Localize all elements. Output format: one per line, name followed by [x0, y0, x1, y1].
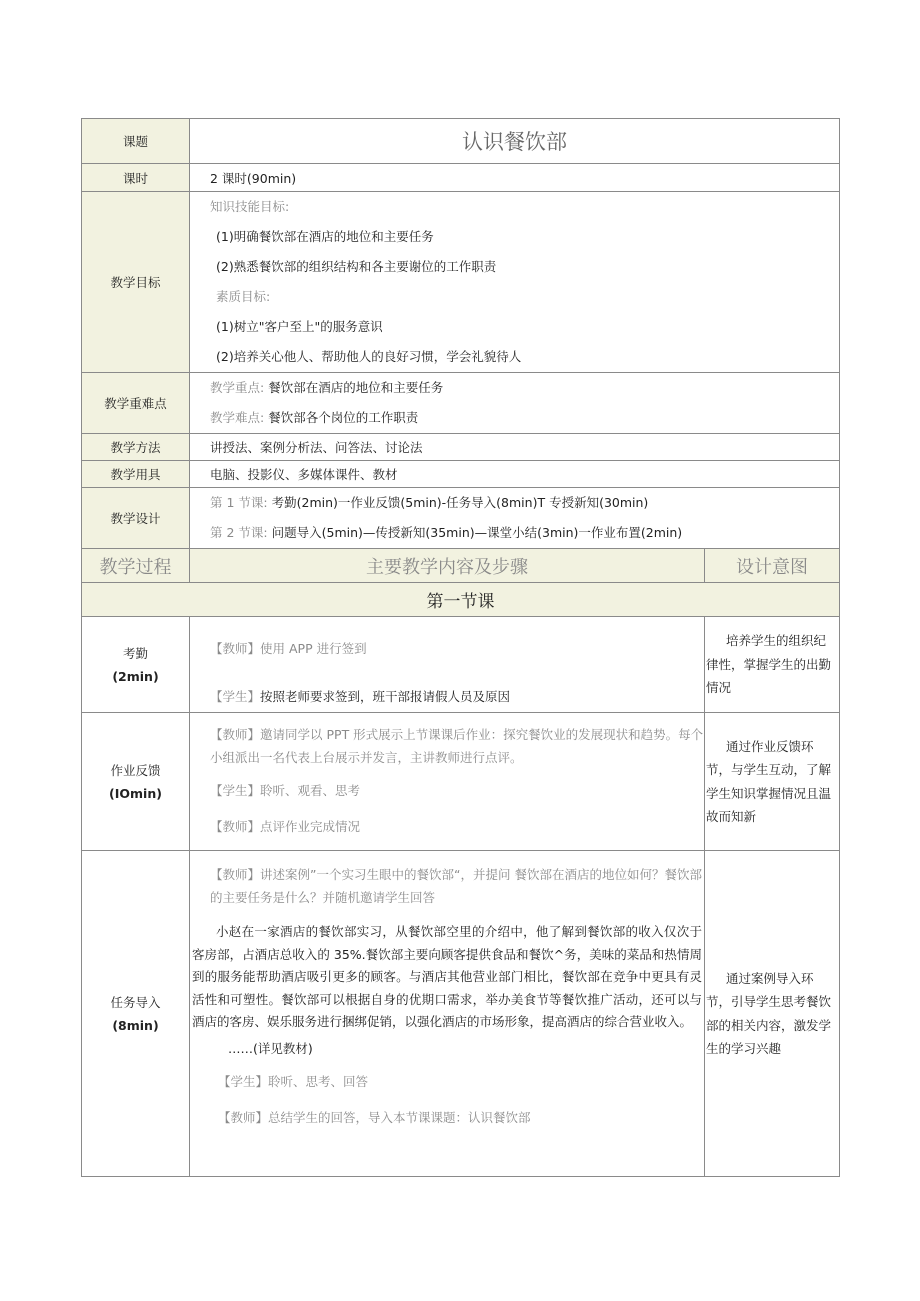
- difficulty-line: [210, 403, 839, 433]
- teacher-tag: 【教师】: [210, 727, 261, 742]
- student-tag: 【学生】: [218, 1073, 269, 1089]
- teacher2-text: 总结学生的回答，导入本节课课题：认识餐饮部: [268, 1109, 531, 1125]
- lesson2-line: [210, 518, 839, 548]
- student-line: [210, 687, 704, 705]
- objectives-label: 教学目标: [82, 192, 190, 373]
- student-text: 按照老师要求签到，班干部报请假人员及原因: [260, 688, 511, 704]
- step-name: 作业反馈: [110, 762, 161, 778]
- student-line: [210, 781, 704, 799]
- topic-label: 课题: [82, 119, 190, 164]
- homework-intent: 通过作业反馈环节，与学生互动，了解学生知识掌握情况且温故而知新: [705, 713, 840, 851]
- design-label: 教学设计: [82, 488, 190, 549]
- row-methods: [82, 434, 840, 461]
- tools-value: 电脑、投影仪、多媒体课件、教材: [190, 461, 840, 488]
- task-intent: 通过案例导入环节，引导学生思考餐饮部的相关内容，激发学生的学习兴趣: [705, 851, 840, 1177]
- row-task: [82, 851, 840, 1177]
- teacher-tag: 【教师】: [210, 867, 261, 882]
- methods-value: 讲授法、案例分析法、问答法、讨论法: [190, 434, 840, 461]
- difficulty-label: 教学难点:: [210, 410, 265, 425]
- quality-item: (1)树立"客户至上"的服务意识: [216, 319, 383, 334]
- lesson2-label: 第 2 节课:: [210, 525, 268, 540]
- teacher2-line: [210, 817, 704, 835]
- header-process: 教学过程: [82, 549, 190, 583]
- lesson1-label: 第 1 节课:: [210, 495, 268, 510]
- methods-label: 教学方法: [82, 434, 190, 461]
- teacher-text: 使用 APP 进行签到: [260, 640, 367, 656]
- row-topic: [82, 119, 840, 164]
- student-line: [192, 1072, 702, 1090]
- key-points-label: 教学重难点: [82, 373, 190, 434]
- step-name: 考勤: [122, 645, 148, 661]
- row-key-points: [82, 373, 840, 434]
- knowledge-heading: 知识技能目标:: [210, 199, 290, 214]
- row-design: [82, 488, 840, 549]
- key-points-content: [190, 373, 840, 434]
- objectives-content: [190, 192, 840, 373]
- task-step: [82, 851, 190, 1177]
- row-tools: [82, 461, 840, 488]
- task-content: [190, 851, 705, 1177]
- step-time: (IOmin): [109, 785, 162, 801]
- row-section-title: [82, 583, 840, 617]
- teacher2-tag: 【教师】: [210, 819, 261, 834]
- attendance-intent: 培养学生的组织纪律性，掌握学生的出勤情况: [705, 617, 840, 713]
- hours-label: 课时: [82, 164, 190, 192]
- step-name: 任务导入: [110, 994, 161, 1010]
- teacher-tag: 【教师】: [210, 640, 261, 656]
- student-text: 聆听、思考、回答: [268, 1073, 369, 1089]
- teacher-text: 邀请同学以 PPT 形式展示上节课课后作业：探究餐饮业的发展现状和趋势。每个小组派出一名代表上台展示并发言，主讲教师进行点评。: [210, 727, 704, 765]
- teacher2-tag: 【教师】: [218, 1109, 269, 1125]
- header-intent: 设计意图: [705, 549, 840, 583]
- tools-label: 教学用具: [82, 461, 190, 488]
- focus-line: [210, 373, 839, 403]
- homework-step: [82, 713, 190, 851]
- hours-value: 2 课时(90min): [190, 164, 840, 192]
- focus-label: 教学重点:: [210, 380, 265, 395]
- row-hours: [82, 164, 840, 192]
- header-content: 主要教学内容及步骤: [190, 549, 705, 583]
- attendance-content: [190, 617, 705, 713]
- quality-item: (2)培养关心他人、帮助他人的良好习惯，学会礼貌待人: [216, 349, 522, 364]
- section-title: 第一节课: [82, 583, 840, 617]
- student-tag: 【学生】: [210, 688, 261, 704]
- row-homework: [82, 713, 840, 851]
- step-time: (2min): [112, 668, 159, 684]
- row-process-header: [82, 549, 840, 583]
- lesson1-line: [210, 488, 839, 518]
- teacher-line: [210, 639, 704, 657]
- focus-value: 餐饮部在酒店的地位和主要任务: [268, 380, 444, 395]
- student-text: 聆听、观看、思考: [260, 783, 361, 798]
- teacher2-text: 点评作业完成情况: [260, 819, 361, 834]
- student-tag: 【学生】: [210, 783, 261, 798]
- see-textbook: ……(详见教材): [228, 1040, 313, 1056]
- teacher-text: 讲述案例”一个实习生眼中的餐饮部“，并提问 餐饮部在酒店的地位如何？餐饮部的主要任务是什么？并随机邀请学生回答: [210, 867, 702, 905]
- difficulty-value: 餐饮部各个岗位的工作职责: [268, 410, 419, 425]
- homework-content: [190, 713, 705, 851]
- lesson-plan-table: [81, 118, 840, 1177]
- case-paragraph: 小赵在一家酒店的餐饮部实习，从餐饮部空里的介绍中，他了解到餐饮部的收入仅次于客房部，占酒店总收入的 35%.餐饮部主要向顾客提供食品和餐饮^务，美味的菜品和热情周到的服务能帮助酒店吸引更多的顾客。与酒店其他营业部门相比，餐饮部在竞争中更具有灵活性和可塑性。餐饮部可以根据自身的优期口需求，举办美食节等餐饮推广活动，还可以与酒店的客房、娱乐服务进行捆绑促销，以强化酒店的市场形象，提高酒店的综合营业收入。: [192, 924, 702, 1029]
- row-objectives: [82, 192, 840, 373]
- lesson-title: 认识餐饮部: [190, 119, 840, 164]
- teacher-line: [210, 723, 704, 769]
- row-attendance: [82, 617, 840, 713]
- teacher2-line: [192, 1108, 702, 1126]
- knowledge-item: (1)明确餐饮部在酒店的地位和主要任务: [216, 229, 434, 244]
- attendance-step: [82, 617, 190, 713]
- teacher-line: [192, 863, 702, 909]
- quality-heading: 素质目标:: [216, 289, 271, 304]
- design-content: [190, 488, 840, 549]
- lesson2-value: 问题导入(5min)—传授新知(35min)—课堂小结(3min)一作业布置(2min): [271, 525, 683, 540]
- knowledge-item: (2)熟悉餐饮部的组织结构和各主要谢位的工作职责: [216, 259, 497, 274]
- step-time: (8min): [112, 1017, 159, 1033]
- lesson1-value: 考勤(2min)一作业反馈(5min)-任务导入(8min)T 专授新知(30min): [271, 495, 649, 510]
